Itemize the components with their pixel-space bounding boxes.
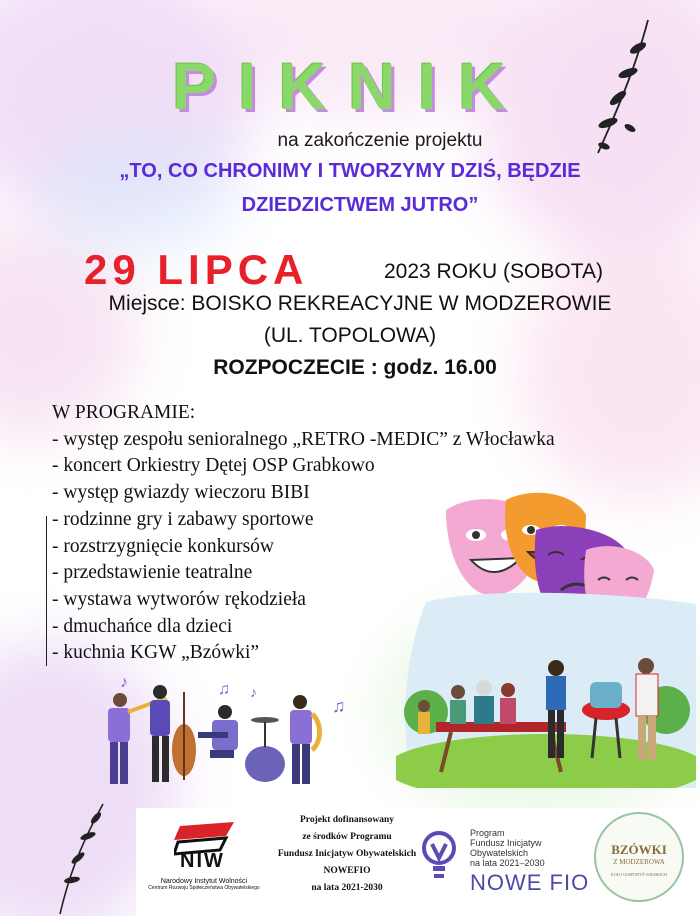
program-item: - przedstawienie teatralne	[52, 562, 253, 584]
niw-name-line1: Narodowy Instytut Wolności	[160, 878, 248, 885]
niw-name-line2: Centrum Rozwoju Społeczeństwa Obywatelskiego	[148, 885, 260, 891]
program-item: - kuchnia KGW „Bzówki”	[52, 642, 260, 664]
event-street: (UL. TOPOLOWA)	[263, 324, 437, 347]
program-heading: W PROGRAMIE:	[52, 402, 196, 423]
event-place: Miejsce: BOISKO REKREACYJNE W MODZEROWIE	[108, 292, 612, 315]
svg-text:♪: ♪	[250, 684, 257, 700]
program-item: - występ zespołu senioralnego „RETRO -MEDIC” z Włocławka	[52, 428, 555, 450]
program-item: - rozstrzygnięcie konkursów	[52, 535, 275, 557]
funding-line: Fundusz Inicjatyw Obywatelskich	[277, 849, 417, 859]
funding-line: NOWEFIO	[323, 866, 371, 876]
project-name-line1: „TO, CO CHRONIMY I TWORZYMY DZIŚ, BĘDZIE	[119, 160, 581, 182]
program-item: - występ gwiazdy wieczoru BIBI	[52, 482, 310, 504]
event-start-time: ROZPOCZECIE : godz. 16.00	[213, 356, 497, 379]
fio-line: Fundusz Inicjatyw	[470, 838, 542, 848]
bzowki-seal-kgw: KOŁO GOSPODYŃ WIEJSKICH	[611, 872, 667, 877]
funding-line: Projekt dofinansowany	[299, 815, 395, 825]
program-item: - rodzinne gry i zabawy sportowe	[52, 508, 314, 530]
project-funding-info	[262, 812, 432, 897]
svg-text:♪: ♪	[120, 674, 128, 691]
program-item: - koncert Orkiestry Dętej OSP Grabkowo	[52, 455, 375, 477]
fio-line: Obywatelskich	[470, 848, 529, 858]
subtitle-intro: na zakończenie projektu	[277, 130, 483, 151]
funding-line: na lata 2021-2030	[311, 883, 383, 893]
nowe-fio-logo-text: NOWE FIO	[470, 870, 590, 895]
funding-line: ze środków Programu	[302, 832, 392, 842]
fio-line: Program	[470, 828, 505, 838]
fio-line: na lata 2021–2030	[470, 858, 545, 868]
picnic-bbq-illustration	[396, 592, 696, 788]
event-title: PIKNIK	[172, 49, 528, 123]
nowe-fio-program	[470, 828, 545, 868]
event-date-big: 29 LIPCA	[84, 246, 309, 293]
branch-bottom-left-icon	[48, 800, 118, 916]
program-item: - dmuchańce dla dzieci	[52, 615, 233, 637]
project-name-line2: DZIEDZICTWEM JUTRO”	[241, 194, 479, 216]
bzowki-seal-place: Z MODZEROWA	[613, 858, 665, 866]
event-date-year: 2023 ROKU (SOBOTA)	[384, 260, 604, 283]
niw-name	[140, 878, 268, 891]
nowe-fio-bulb-icon	[422, 830, 456, 884]
bzowki-seal	[594, 812, 684, 902]
program-item: - wystawa wytworów rękodzieła	[52, 588, 306, 610]
svg-text:♫: ♫	[332, 696, 346, 716]
sponsor-strip	[136, 808, 700, 916]
bracket-line	[46, 516, 47, 666]
music-band-illustration	[100, 672, 360, 792]
niw-logo-text: NIW	[180, 850, 225, 872]
bzowki-seal-name: BZÓWKI	[611, 842, 667, 857]
svg-text:♫: ♫	[218, 681, 230, 698]
